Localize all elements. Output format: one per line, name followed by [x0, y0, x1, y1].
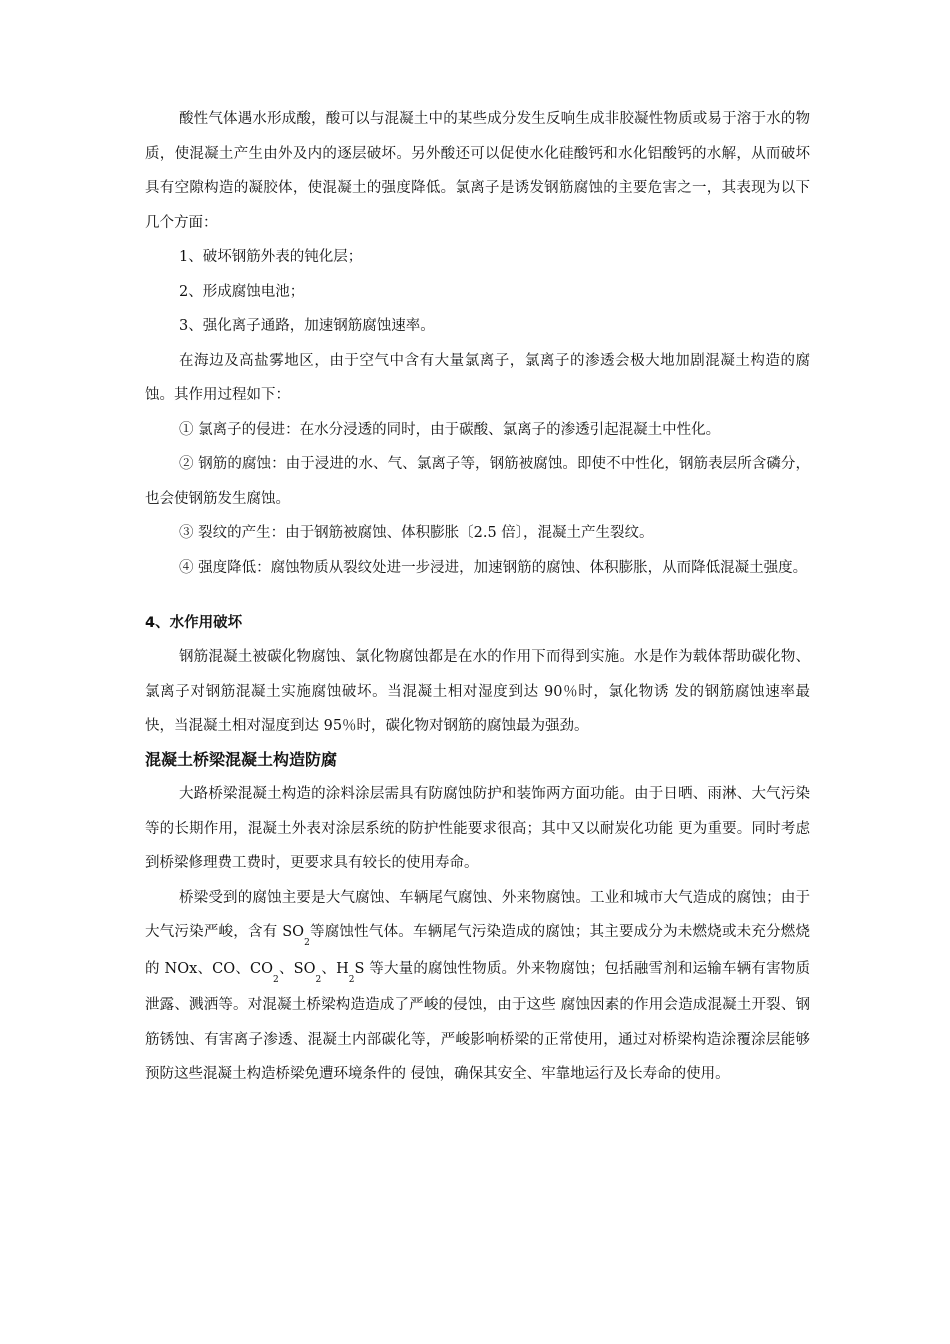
- step-item: ① 氯离子的侵进：在水分浸透的同时，由于碳酸、氯离子的渗透引起混凝土中性化。: [179, 421, 721, 438]
- list-item: 3、强化离子通路，加速钢筋腐蚀速率。: [179, 318, 435, 334]
- paragraph-bridge-corrosion: 桥梁受到的腐蚀主要是大气腐蚀、车辆尾气腐蚀、外来物腐蚀。工业和城市大气造成的腐蚀；由于大气污染严峻，含有 $SO_2$等腐蚀性气体。车辆尾气污染造成的腐蚀；其主要成分为未燃烧或未充分燃烧的 NOx、CO、$CO_2$、$SO_2$、$H_2S$ 等大量的腐蚀性物质。外来物腐蚀；包括融雪剂和运输车辆有害物质泄露、溅洒等。对混凝土桥梁构造造成了严峻的侵蚀，由于这些 腐蚀因素的作用会造成混凝土开裂、钢筋锈蚀、有害离子渗透、混凝土内部碳化等，严峻影响桥梁的正常使用，通过对桥梁构造涂覆涂层能够预防这些混凝土构造桥梁免遭环境条件的 侵蚀，确保其安全、牢靠地运行及长寿命的使用。: [145, 889, 811, 1082]
- section-acid-chloride: [145, 102, 810, 585]
- subscript: 2: [304, 938, 310, 948]
- subscript: 2: [273, 974, 279, 985]
- step-item: ② 钢筋的腐蚀：由于浸进的水、气、氯离子等，钢筋被腐蚀。即使不中性化，钢筋表层所含磷分，也会使钢筋发生腐蚀。: [145, 456, 810, 507]
- section-heading-bridge: 混凝土桥梁混凝土构造防腐: [145, 750, 338, 769]
- list-item: 1、破坏钢筋外表的钝化层；: [179, 249, 363, 265]
- step-item: ④ 强度降低：腐蚀物质从裂纹处进一步浸进，加速钢筋的腐蚀、体积膨胀，从而降低混凝土强度。: [179, 559, 808, 576]
- subscript: 2: [315, 974, 322, 985]
- section-heading-water: 4、水作用破坏: [145, 615, 243, 631]
- subscript: 2: [348, 974, 355, 985]
- paragraph-bridge-coating: 大路桥梁混凝土构造的涂料涂层需具有防腐蚀防护和装饰两方面功能。由于日晒、雨淋、大气污染等的长期作用，混凝土外表对涂层系统的防护性能要求很高；其中又以耐炭化功能 更为重要。同时考虑到桥梁修理费工费时，更要求具有较长的使用寿命。: [145, 786, 810, 871]
- step-item: ③ 裂纹的产生：由于钢筋被腐蚀、体积膨胀〔2.5 倍〕，混凝土产生裂纹。: [179, 525, 654, 541]
- paragraph-acid-gas: 酸性气体遇水形成酸，酸可以与混凝土中的某些成分发生反响生成非胶凝性物质或易于溶于水的物质，使混凝土产生由外及内的逐层破坏。另外酸还可以促使水化硅酸钙和水化铝酸钙的水解，从而破坏具有空隙构造的凝胶体，使混凝土的强度降低。氯离子是诱发钢筋腐蚀的主要危害之一，其表现为以下几个方面：: [145, 111, 810, 231]
- list-item: 2、形成腐蚀电池；: [179, 283, 305, 300]
- paragraph-coastal: 在海边及高盐雾地区，由于空气中含有大量氯离子，氯离子的渗透会极大地加剧混凝土构造的腐蚀。其作用过程如下：: [145, 352, 810, 403]
- paragraph-water: 钢筋混凝土被碳化物腐蚀、氯化物腐蚀都是在水的作用下而得到实施。水是作为载体帮助碳化物、氯离子对钢筋混凝土实施腐蚀破坏。当混凝土相对湿度到达 90％时，氯化物诱 发的钢筋腐蚀速率最快，当混凝土相对湿度到达 95％时，碳化物对钢筋的腐蚀最为强劲。: [145, 649, 810, 734]
- section-water: [145, 606, 810, 744]
- section-bridge: [145, 743, 810, 1092]
